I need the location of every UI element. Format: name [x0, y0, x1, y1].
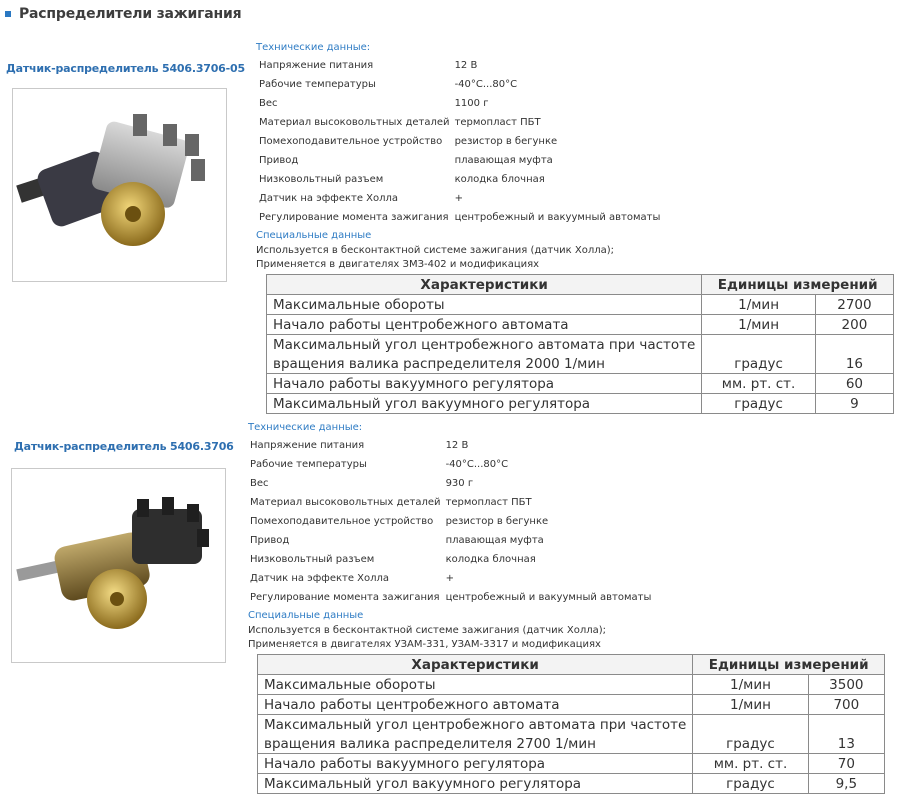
special-notes: [256, 244, 614, 272]
spec-value: колодка блочная: [445, 554, 536, 565]
tech-header: Технические данные:: [248, 422, 363, 433]
spec-row: [254, 151, 660, 170]
spec-row: [245, 455, 651, 474]
note-line: Используется в бесконтактной системе зажигания (датчик Холла);: [256, 245, 615, 256]
spec-row: [245, 588, 651, 607]
row-value: 13: [808, 734, 884, 754]
spec-value: +: [454, 193, 463, 204]
spec-key: Материал высоковольтных деталей: [259, 117, 450, 128]
col-header-units: Единицы измерений: [693, 655, 885, 675]
table-row: [267, 335, 894, 355]
characteristics-table: [257, 654, 885, 794]
tech-header: Технические данные:: [256, 42, 371, 53]
spec-row: [245, 550, 651, 569]
spec-key: Вес: [259, 98, 278, 109]
spec-row: [245, 512, 651, 531]
table-row: [267, 354, 894, 374]
row-name: Максимальный угол центробежного автомата при частоте: [258, 715, 693, 735]
distributor-photo-icon: [13, 89, 226, 281]
spec-row: [254, 75, 660, 94]
table-row: [258, 675, 885, 695]
spec-key: Помехоподавительное устройство: [259, 136, 443, 147]
row-unit-empty: [693, 715, 808, 735]
row-value: 700: [808, 695, 884, 715]
spec-key: Регулирование момента зажигания: [250, 592, 440, 603]
spec-key: Рабочие температуры: [250, 459, 367, 470]
row-unit: 1/мин: [693, 675, 808, 695]
product-photo[interactable]: [11, 468, 226, 663]
row-name: Начало работы центробежного автомата: [267, 315, 702, 335]
spec-key: Низковольтный разъем: [250, 554, 375, 565]
table-row: [267, 394, 894, 414]
row-value: 9,5: [808, 774, 884, 794]
spec-key: Регулирование момента зажигания: [259, 212, 449, 223]
table-row: [267, 315, 894, 335]
page-title: [5, 6, 241, 22]
spec-key: Материал высоковольтных деталей: [250, 497, 441, 508]
spec-row: [245, 531, 651, 550]
spec-row: [254, 208, 660, 227]
spec-key: Датчик на эффекте Холла: [259, 193, 399, 204]
spec-value: 12 В: [445, 440, 469, 451]
col-header-characteristics: Характеристики: [267, 275, 702, 295]
spec-row: [245, 569, 651, 588]
spec-list: [245, 436, 651, 607]
spec-key: Датчик на эффекте Холла: [250, 573, 390, 584]
row-name: Начало работы вакуумного регулятора: [267, 374, 702, 394]
spec-key: Вес: [250, 478, 269, 489]
table-row: [267, 295, 894, 315]
spec-list: [254, 56, 660, 227]
special-header: Специальные данные: [256, 230, 372, 241]
spec-value: термопласт ПБТ: [454, 117, 541, 128]
spec-key: Напряжение питания: [259, 60, 374, 71]
product-name[interactable]: Датчик-распределитель 5406.3706-05: [6, 62, 245, 75]
spec-row: [254, 189, 660, 208]
row-value: 2700: [815, 295, 893, 315]
spec-row: [254, 94, 660, 113]
row-unit: градус: [693, 734, 808, 754]
spec-value: плавающая муфта: [445, 535, 544, 546]
row-value: 9: [815, 394, 893, 414]
row-unit: градус: [693, 774, 808, 794]
special-header: Специальные данные: [248, 610, 364, 621]
spec-value: плавающая муфта: [454, 155, 553, 166]
spec-value: 1100 г: [454, 98, 489, 109]
row-unit-empty: [702, 335, 816, 355]
row-value: 3500: [808, 675, 884, 695]
row-name: Максимальный угол вакуумного регулятора: [258, 774, 693, 794]
spec-value: -40°С...80°С: [445, 459, 509, 470]
spec-key: Привод: [259, 155, 299, 166]
table-row: [258, 715, 885, 735]
row-value-empty: [815, 335, 893, 355]
note-line: Применяется в двигателях ЗМЗ-402 и модификациях: [256, 259, 540, 270]
spec-value: колодка блочная: [454, 174, 545, 185]
row-value: 16: [815, 354, 893, 374]
spec-value: центробежный и вакуумный автоматы: [454, 212, 661, 223]
spec-key: Помехоподавительное устройство: [250, 516, 434, 527]
bullet-square-icon: [5, 11, 11, 17]
row-name-cont: вращения валика распределителя 2000 1/мин: [267, 354, 702, 374]
row-value-empty: [808, 715, 884, 735]
row-value: 70: [808, 754, 884, 774]
row-name: Максимальные обороты: [267, 295, 702, 315]
note-line: Применяется в двигателях УЗАМ-331, УЗАМ-3317 и модификациях: [248, 639, 601, 650]
row-name: Максимальный угол вакуумного регулятора: [267, 394, 702, 414]
row-value: 200: [815, 315, 893, 335]
row-unit: градус: [702, 354, 816, 374]
spec-row: [254, 170, 660, 189]
table-row: [258, 774, 885, 794]
row-unit: 1/мин: [702, 315, 816, 335]
row-name: Начало работы вакуумного регулятора: [258, 754, 693, 774]
spec-key: Напряжение питания: [250, 440, 365, 451]
row-name-cont: вращения валика распределителя 2700 1/мин: [258, 734, 693, 754]
row-unit: 1/мин: [693, 695, 808, 715]
page-title-text: Распределители зажигания: [19, 6, 242, 22]
characteristics-table: [266, 274, 894, 414]
row-unit: мм. рт. ст.: [693, 754, 808, 774]
spec-row: [245, 493, 651, 512]
table-row: [258, 695, 885, 715]
row-unit: мм. рт. ст.: [702, 374, 816, 394]
table-header-row: [258, 655, 885, 675]
row-value: 60: [815, 374, 893, 394]
note-line: Используется в бесконтактной системе зажигания (датчик Холла);: [248, 625, 607, 636]
spec-value: -40°С...80°С: [454, 79, 518, 90]
spec-row: [254, 56, 660, 75]
table-row: [258, 734, 885, 754]
spec-row: [254, 132, 660, 151]
product-photo[interactable]: [12, 88, 227, 282]
spec-value: резистор в бегунке: [445, 516, 549, 527]
spec-key: Низковольтный разъем: [259, 174, 384, 185]
table-header-row: [267, 275, 894, 295]
spec-value: +: [445, 573, 454, 584]
distributor-photo-icon: [12, 469, 225, 662]
row-unit: 1/мин: [702, 295, 816, 315]
spec-key: Привод: [250, 535, 290, 546]
row-name: Максимальный угол центробежного автомата при частоте: [267, 335, 702, 355]
col-header-units: Единицы измерений: [702, 275, 894, 295]
special-notes: [248, 624, 606, 652]
table-row: [258, 754, 885, 774]
row-name: Максимальные обороты: [258, 675, 693, 695]
spec-value: резистор в бегунке: [454, 136, 558, 147]
spec-value: 12 В: [454, 60, 478, 71]
spec-row: [254, 113, 660, 132]
row-unit: градус: [702, 394, 816, 414]
row-name: Начало работы центробежного автомата: [258, 695, 693, 715]
spec-value: центробежный и вакуумный автоматы: [445, 592, 652, 603]
spec-row: [245, 474, 651, 493]
spec-value: термопласт ПБТ: [445, 497, 532, 508]
spec-value: 930 г: [445, 478, 474, 489]
col-header-characteristics: Характеристики: [258, 655, 693, 675]
product-name[interactable]: Датчик-распределитель 5406.3706: [14, 440, 234, 453]
spec-key: Рабочие температуры: [259, 79, 376, 90]
spec-row: [245, 436, 651, 455]
table-row: [267, 374, 894, 394]
